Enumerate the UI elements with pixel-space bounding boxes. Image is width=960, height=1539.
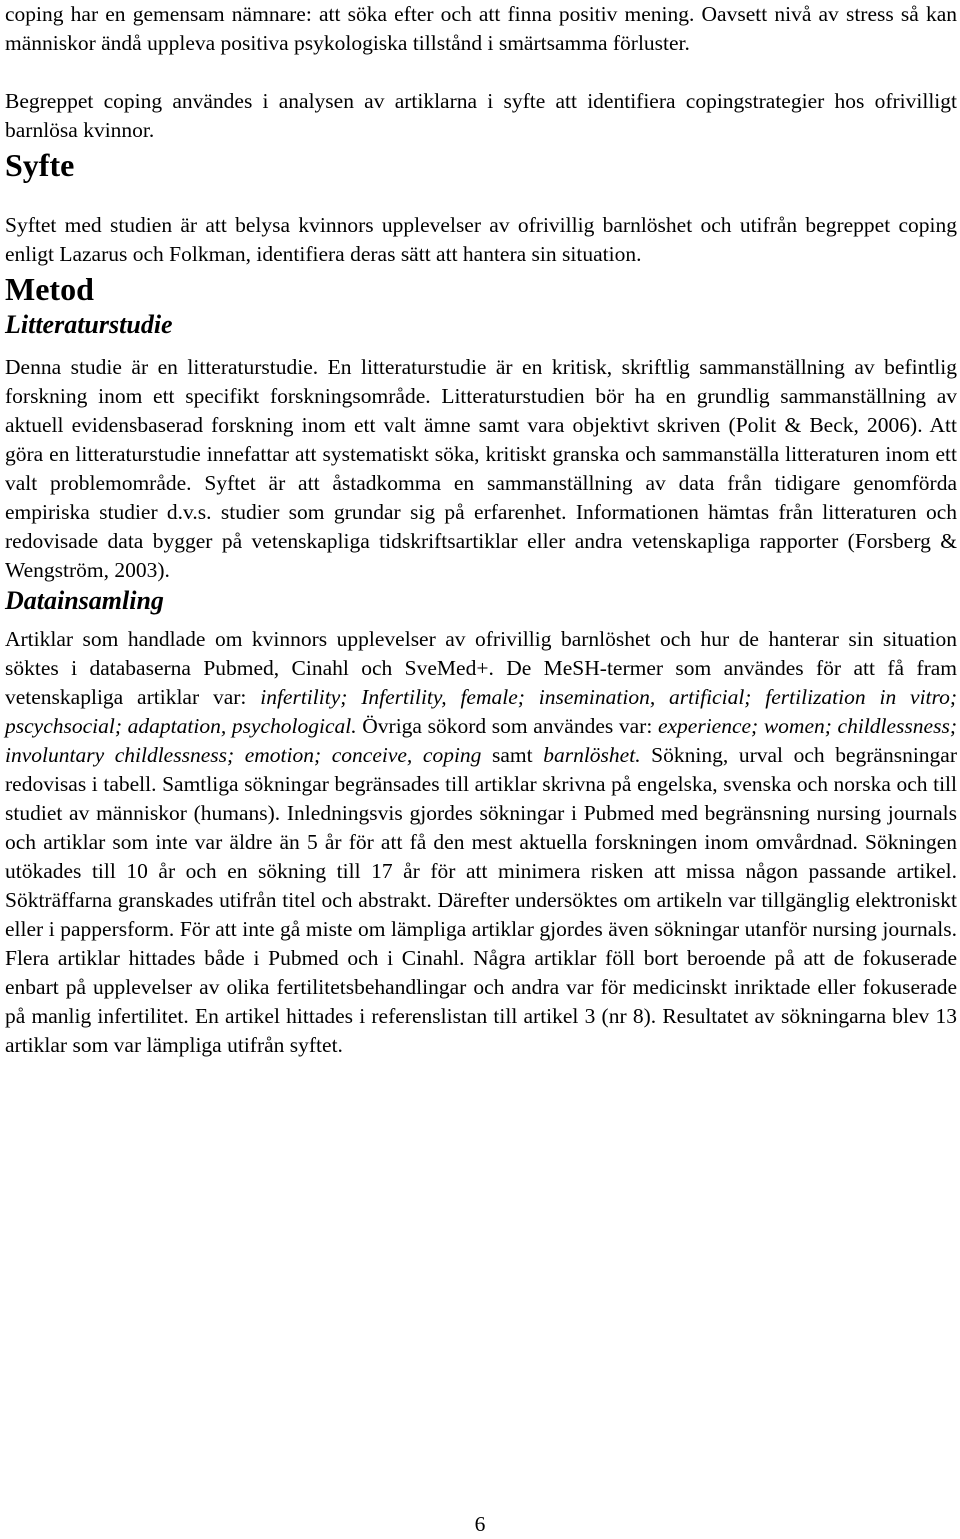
datainsamling-paragraph: [5, 625, 957, 1060]
datainsamling-text-2: Övriga sökord som användes var:: [356, 714, 658, 738]
swedish-search-term: barnlöshet.: [543, 743, 641, 767]
other-search-terms: experience; women; childlessness; involuntary childlessness; emotion; conceive, coping: [5, 714, 957, 767]
page-number: 6: [474, 1512, 486, 1536]
intro-paragraph-1: coping har en gemensam nämnare: att söka efter och att finna positiv mening. Oavsett nivå av stress så kan människor ändå uppleva positiva psykologiska tillstånd i smärtsamma förluster.: [5, 2, 957, 55]
section-heading-syfte: Syfte: [5, 147, 75, 183]
datainsamling-text-4: Sökning, urval och begränsningar redovisas i tabell. Samtliga sökningar begränsades till artiklar skrivna på engelska, svenska och norska och till studiet av människor (humans). Inledningsvis gjordes sökningar i Pubmed med begränsning nursing journals och artiklar som inte var äldre än 5 år för att få den mest aktuella forskningen inom omvårdnad. Sökningen utökades till 10 år och en sökning till 17 år för att minimera risken att missa någon passande artikel. Sökträffarna granskades utifrån titel och abstrakt. Därefter undersöktes om artikeln var tillgänglig elektroniskt eller i pappersform. För att inte gå miste om lämpliga artiklar gjordes även sökningar utanför nursing journals. Flera artiklar hittades både i Pubmed och i Cinahl. Några artiklar föll bort beroende på att de fokuserade enbart på upplevelser av olika fertilitetsbehandlingar och andra var för medicinskt inriktade eller fokuserade på manlig infertilitet. En artikel hittades i referenslistan till artikel 3 (nr 8). Resultatet av sökningarna blev 13 artiklar som var lämpliga utifrån syftet.: [5, 743, 958, 1057]
intro-paragraph-2: Begreppet coping användes i analysen av artiklarna i syfte att identifiera copingstrategier hos ofrivilligt barnlösa kvinnor.: [5, 89, 957, 142]
subheading-litteraturstudie: Litteraturstudie: [5, 310, 173, 339]
datainsamling-text-1: Artiklar som handlade om kvinnors upplevelser av ofrivillig barnlöshet och hur de hanterar sin situation söktes i databaserna Pubmed, Cinahl och SveMed+. De MeSH-termer som användes för att få fram vetenskapliga artiklar var:: [5, 627, 957, 709]
section-heading-metod: Metod: [5, 271, 94, 307]
subheading-datainsamling: Datainsamling: [5, 586, 164, 615]
document-page: [5, 0, 957, 1060]
datainsamling-text-3: samt: [481, 743, 544, 767]
syfte-paragraph: Syftet med studien är att belysa kvinnors upplevelser av ofrivillig barnlöshet och utifrån begreppet coping enligt Lazarus och Folkman, identifiera deras sätt att hantera sin situation.: [5, 213, 957, 266]
mesh-terms: infertility; Infertility, female; insemination, artificial; fertilization in vitro; pscychsocial; adaptation, psychological.: [5, 685, 957, 738]
litteraturstudie-paragraph: Denna studie är en litteraturstudie. En litteraturstudie är en kritisk, skriftlig sammanställning av befintlig forskning inom ett specifikt forskningsområde. Litteraturstudien bör ha en grundlig sammanställning av aktuell evidensbaserad forskning inom ett valt ämne samt vara objektivt skriven (Polit & Beck, 2006). Att göra en litteraturstudie innefattar att systematiskt söka, kritiskt granska och sammanställa litteraturen inom ett valt problemområde. Syftet är att åstadkomma en sammanställning av data från tidigare genomförda empiriska studier d.v.s. studier som grundar sig på erfarenhet. Informationen hämtas från litteraturen och redovisade data bygger på vetenskapliga tidskriftsartiklar eller andra vetenskapliga rapporter (Forsberg & Wengström, 2003).: [5, 355, 957, 582]
